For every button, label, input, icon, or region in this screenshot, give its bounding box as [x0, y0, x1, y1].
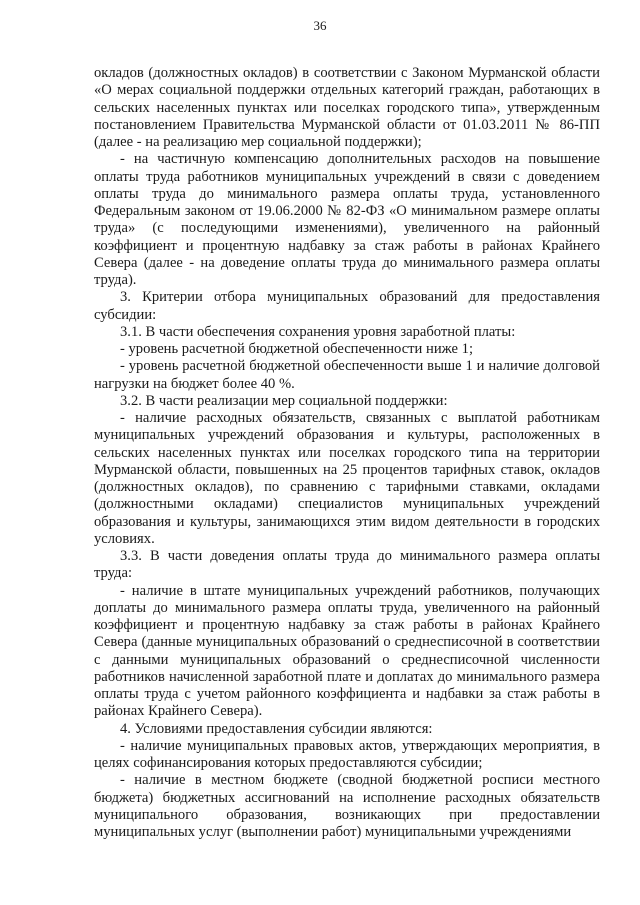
paragraph-criteria-3-2: 3.2. В части реализации мер социальной поддержки:	[120, 392, 448, 409]
paragraph-conditions-item-2: - наличие в местном бюджете (сводной бюджетной росписи местного бюджета) бюджетных ассигнований на исполнение расходных обязательств муниципального образования, возникающих при предоставлении муниципальных услуг (выполнении работ) муниципальными учреждениями	[94, 772, 600, 840]
page-number: 36	[313, 18, 327, 33]
paragraph-criteria-heading: 3. Критерии отбора муниципальных образований для предоставления субсидии:	[94, 289, 600, 323]
document-body	[94, 65, 600, 841]
paragraph-criteria-3-3-item: - наличие в штате муниципальных учреждений работников, получающих доплаты до минимального размера оплаты труда, увеличенного на районный коэффициент и процентную надбавку за стаж работы в районах Крайнего Севера (данные муниципальных образований о среднесписочной в соответствии с данными муниципальных образований о среднесписочной численности работников начисленной заработной плате и доплатах до минимального размера оплаты труда с учетом районного коэффициента и надбавки за стаж работы в районах Крайнего Севера).	[94, 582, 600, 720]
paragraph-criteria-3-3: 3.3. В части доведения оплаты труда до минимального размера оплаты труда:	[94, 548, 600, 582]
paragraph-continuation: окладов (должностных окладов) в соответствии с Законом Мурманской области «О мерах социальной поддержки отдельных категорий граждан, работающих в сельских населенных пунктах или поселках городского типа», утвержденным постановлением Правительства Мурманской области от 01.03.2011 № 86-ПП (далее - на реализацию мер социальной поддержки);	[94, 65, 600, 150]
paragraph-compensation: - на частичную компенсацию дополнительных расходов на повышение оплаты труда работников муниципальных учреждений в связи с доведением оплаты труда до минимального размера оплаты труда, установленного Федеральным законом от 19.06.2000 № 82-ФЗ «О минимальном размере оплаты труда» (с последующими изменениями), увеличенного на районный коэффициент и процентную надбавку за стаж работы в районах Крайнего Севера (далее - на доведение оплаты труда до минимального размера оплаты труда).	[94, 151, 600, 288]
paragraph-criteria-3-1-item-1: - уровень расчетной бюджетной обеспеченности ниже 1;	[120, 341, 474, 357]
paragraph-conditions-item-1: - наличие муниципальных правовых актов, утверждающих мероприятия, в целях софинансирования которых предоставляются субсидии;	[94, 737, 600, 771]
paragraph-conditions-heading: 4. Условиями предоставления субсидии являются:	[120, 720, 433, 737]
paragraph-criteria-3-2-item: - наличие расходных обязательств, связанных с выплатой работникам муниципальных учреждений образования и культуры, расположенных в сельских населенных пунктах или поселках городского типа на территории Мурманской области, повышенных на 25 процентов тарифных ставок, окладов (должностных окладов), по сравнению с тарифными ставками, окладами (должностными окладами) специалистов муниципальных учреждений образования и культуры, занимающихся этим видом деятельности в городских условиях.	[94, 410, 600, 547]
paragraph-criteria-3-1: 3.1. В части обеспечения сохранения уровня заработной платы:	[120, 323, 516, 340]
paragraph-criteria-3-1-item-2: - уровень расчетной бюджетной обеспеченности выше 1 и наличие долговой нагрузки на бюджет более 40 %.	[94, 358, 600, 392]
